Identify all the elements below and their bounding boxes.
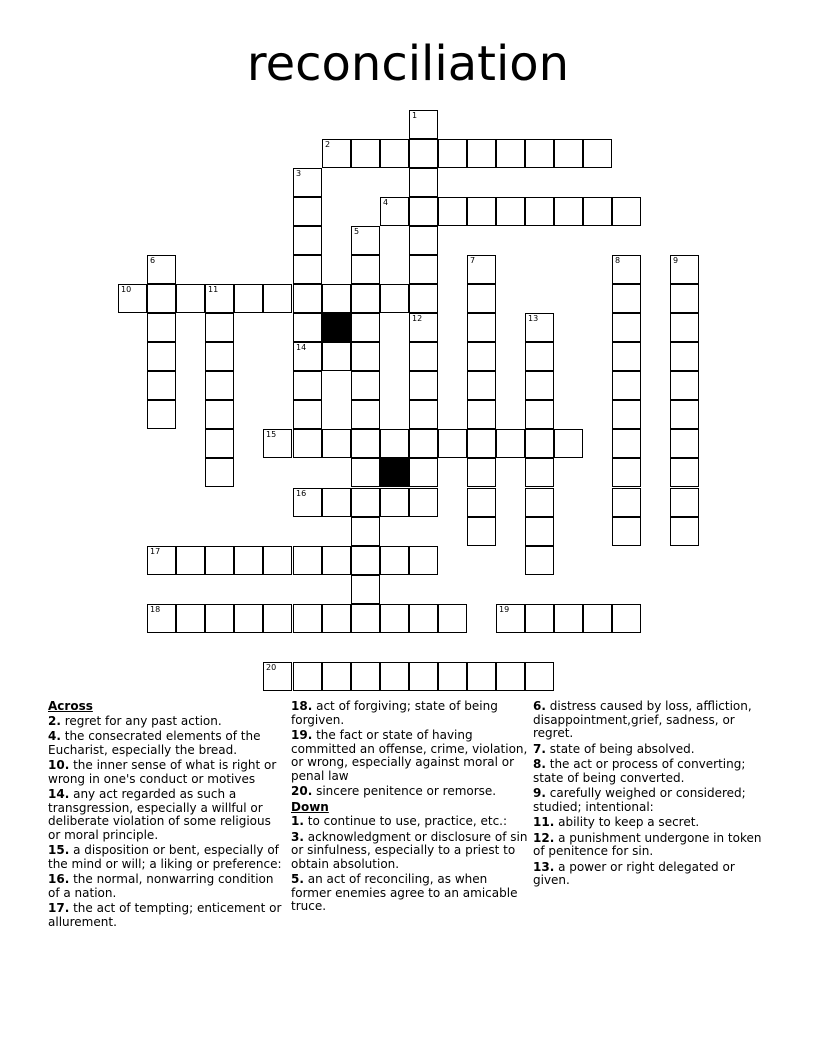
clue-column-1 [48,700,286,931]
grid-cell[interactable] [467,139,496,168]
grid-cell[interactable] [409,604,438,633]
grid-cell[interactable] [205,342,234,371]
clue-down-6: 6. distress caused by loss, affliction, disappointment,grief, sadness, or regret. [533,699,752,740]
grid-cell[interactable] [263,604,292,633]
clue-number: 6 [150,256,156,265]
grid-cell[interactable] [409,458,438,487]
clue-number: 5 [354,227,360,236]
grid-cell[interactable] [409,197,438,226]
clue-number: 13 [528,314,539,323]
grid-cell[interactable] [205,429,234,458]
clue-across-17: 17. the act of tempting; enticement or allurement. [48,901,282,929]
clue-number: 17 [150,547,161,556]
grid-cell[interactable] [409,255,438,284]
grid-cell[interactable] [380,284,409,313]
grid-cell[interactable] [467,313,496,342]
grid-cell[interactable] [670,488,699,517]
grid-cell[interactable] [351,342,380,371]
grid-cell[interactable] [351,284,380,313]
grid-cell[interactable] [351,371,380,400]
clue-down-11: 11. ability to keep a secret. [533,815,700,829]
grid-cell[interactable] [670,313,699,342]
clue-number: 8 [615,256,621,265]
grid-cell[interactable] [322,284,351,313]
clue-across-20: 20. sincere penitence or remorse. [291,784,497,798]
clue-down-1: 1. to continue to use, practice, etc.: [291,814,508,828]
clue-across-15: 15. a disposition or bent, especially of the mind or will; a liking or preference: [48,843,282,871]
grid-cell[interactable] [409,226,438,255]
grid-cell[interactable] [351,575,380,604]
grid-cell[interactable] [293,604,322,633]
grid-cell[interactable] [293,546,322,575]
grid-cell[interactable] [496,429,525,458]
clue-down-13: 13. a power or right delegated or given. [533,859,735,887]
grid-cell[interactable] [351,458,380,487]
grid-cell[interactable] [525,313,554,342]
grid-cell[interactable] [409,429,438,458]
grid-cell[interactable] [525,139,554,168]
grid-cell[interactable] [147,284,176,313]
clue-number: 2 [325,140,331,149]
grid-cell[interactable] [467,662,496,691]
grid-cell[interactable] [409,168,438,197]
clue-number: 12 [412,314,423,323]
grid-cell[interactable] [612,458,641,487]
grid-cell[interactable] [263,546,292,575]
grid-cell[interactable] [380,429,409,458]
grid-cell[interactable] [525,197,554,226]
grid-cell[interactable] [322,429,351,458]
grid-cell[interactable] [322,546,351,575]
grid-cell[interactable] [351,400,380,429]
grid-cell[interactable] [293,371,322,400]
grid-cell[interactable] [612,400,641,429]
grid-cell[interactable] [380,662,409,691]
clue-column-3 [533,700,771,890]
grid-cell[interactable] [409,313,438,342]
grid-cell[interactable] [322,488,351,517]
grid-cell[interactable] [409,488,438,517]
grid-cell[interactable] [147,371,176,400]
grid-cell[interactable] [612,429,641,458]
clue-number: 15 [266,430,277,439]
grid-cell[interactable] [409,546,438,575]
grid-cell[interactable] [351,429,380,458]
grid-cell[interactable] [554,604,583,633]
grid-cell[interactable] [525,458,554,487]
down-heading: Down [291,799,329,814]
grid-cell[interactable] [612,313,641,342]
grid-cell[interactable] [263,429,292,458]
grid-cell[interactable] [409,400,438,429]
grid-cell[interactable] [612,197,641,226]
grid-cell[interactable] [234,604,263,633]
grid-cell[interactable] [467,284,496,313]
grid-cell[interactable] [176,546,205,575]
puzzle-title: reconciliation [246,36,570,92]
grid-cell[interactable] [380,197,409,226]
grid-cell[interactable] [670,284,699,313]
grid-cell[interactable] [670,371,699,400]
clue-across-2: 2. regret for any past action. [48,713,222,728]
grid-cell[interactable] [293,400,322,429]
grid-cell[interactable] [293,197,322,226]
grid-cell[interactable] [612,604,641,633]
clue-number: 18 [150,605,161,614]
clue-across-16: 16. the normal, nonwarring condition of a nation. [48,872,274,900]
grid-cell[interactable] [409,662,438,691]
clue-down-5: 5. an act of reconciling, as when former enemies agree to an amicable truce. [291,872,518,913]
grid-cell[interactable] [583,197,612,226]
grid-cell[interactable] [554,429,583,458]
grid-cell[interactable] [409,371,438,400]
grid-cell[interactable] [147,546,176,575]
grid-cell[interactable] [176,604,205,633]
grid-cell[interactable] [525,400,554,429]
grid-cell[interactable] [554,197,583,226]
grid-cell[interactable] [525,371,554,400]
grid-cell[interactable] [467,400,496,429]
grid-cell[interactable] [234,284,263,313]
grid-cell[interactable] [583,604,612,633]
grid-cell[interactable] [205,313,234,342]
grid-cell[interactable] [467,488,496,517]
grid-cell[interactable] [496,662,525,691]
grid-cell[interactable] [380,546,409,575]
grid-cell[interactable] [351,313,380,342]
grid-cell[interactable] [438,139,467,168]
grid-cell[interactable] [322,662,351,691]
grid-cell[interactable] [467,255,496,284]
grid-cell[interactable] [263,662,292,691]
grid-cell[interactable] [496,139,525,168]
grid-cell[interactable] [322,604,351,633]
grid-cell[interactable] [409,342,438,371]
clue-number: 20 [266,663,277,672]
grid-cell[interactable] [205,546,234,575]
grid-cell[interactable] [293,284,322,313]
clue-down-12: 12. a punishment undergone in token of penitence for sin. [533,830,762,858]
grid-cell[interactable] [583,139,612,168]
grid-cell[interactable] [612,488,641,517]
grid-cell[interactable] [438,429,467,458]
grid-cell[interactable] [322,342,351,371]
grid-cell[interactable] [293,313,322,342]
grid-cell[interactable] [293,488,322,517]
grid-cell[interactable] [205,400,234,429]
grid-cell[interactable] [322,139,351,168]
grid-cell[interactable] [525,517,554,546]
grid-cell[interactable] [670,400,699,429]
grid-cell[interactable] [670,342,699,371]
clue-across-19: 19. the fact or state of having committed an offense, crime, violation, or wrong, especially against moral or penal law [291,728,528,783]
clue-number: 11 [208,285,219,294]
grid-cell[interactable] [205,371,234,400]
grid-cell[interactable] [525,604,554,633]
grid-cell[interactable] [118,284,147,313]
grid-cell[interactable] [351,517,380,546]
grid-cell[interactable] [409,284,438,313]
grid-cell[interactable] [467,458,496,487]
grid-cell[interactable] [670,255,699,284]
clue-down-7: 7. state of being absolved. [533,741,695,756]
clue-number: 9 [673,256,679,265]
grid-cell[interactable] [612,255,641,284]
grid-cell[interactable] [612,342,641,371]
grid-cell[interactable] [176,284,205,313]
grid-cell[interactable] [438,604,467,633]
black-square [380,458,409,487]
clue-across-14: 14. any act regarded as such a transgression, especially a willful or deliberate violation of some religious or moral principle. [48,787,271,842]
grid-cell[interactable] [467,429,496,458]
clue-across-10: 10. the inner sense of what is right or wrong in one's conduct or motives [48,758,277,786]
grid-cell[interactable] [467,342,496,371]
grid-cell[interactable] [438,662,467,691]
clue-number: 19 [499,605,510,614]
grid-cell[interactable] [409,110,438,139]
grid-cell[interactable] [380,604,409,633]
grid-cell[interactable] [525,488,554,517]
grid-cell[interactable] [380,488,409,517]
grid-cell[interactable] [525,546,554,575]
grid-cell[interactable] [467,371,496,400]
grid-cell[interactable] [438,197,467,226]
grid-cell[interactable] [612,371,641,400]
across-heading: Across [48,699,93,713]
clue-column-2 [291,700,529,916]
grid-cell[interactable] [147,342,176,371]
grid-cell[interactable] [351,662,380,691]
clue-number: 16 [296,489,307,498]
grid-cell[interactable] [670,429,699,458]
grid-cell[interactable] [205,604,234,633]
grid-cell[interactable] [612,517,641,546]
grid-cell[interactable] [670,517,699,546]
grid-cell[interactable] [293,662,322,691]
grid-cell[interactable] [147,255,176,284]
clue-number: 1 [412,111,418,120]
grid-cell[interactable] [205,458,234,487]
grid-cell[interactable] [467,197,496,226]
grid-cell[interactable] [496,197,525,226]
grid-cell[interactable] [351,226,380,255]
grid-cell[interactable] [293,226,322,255]
clue-number: 10 [121,285,132,294]
grid-cell[interactable] [554,139,583,168]
grid-cell[interactable] [525,342,554,371]
grid-cell[interactable] [409,139,438,168]
grid-cell[interactable] [293,342,322,371]
grid-cell[interactable] [293,429,322,458]
grid-cell[interactable] [263,284,292,313]
grid-cell[interactable] [351,488,380,517]
grid-cell[interactable] [147,313,176,342]
grid-cell[interactable] [467,517,496,546]
grid-cell[interactable] [525,662,554,691]
grid-cell[interactable] [351,604,380,633]
clue-number: 4 [383,198,389,207]
grid-cell[interactable] [293,168,322,197]
clue-down-3: 3. acknowledgment or disclosure of sin or sinfulness, especially to a priest to obtain absolution. [291,829,528,871]
grid-cell[interactable] [147,604,176,633]
clue-number: 7 [470,256,476,265]
grid-cell[interactable] [234,546,263,575]
grid-cell[interactable] [380,139,409,168]
clue-number: 14 [296,343,307,352]
clue-down-9: 9. carefully weighed or considered; studied; intentional: [533,786,746,814]
across-clues-a [48,715,286,930]
black-square [322,313,351,342]
clue-down-8: 8. the act or process of converting; state of being converted. [533,757,746,785]
grid-cell[interactable] [205,284,234,313]
grid-cell[interactable] [351,139,380,168]
grid-cell[interactable] [351,255,380,284]
grid-cell[interactable] [525,429,554,458]
grid-cell[interactable] [293,255,322,284]
clue-across-4: 4. the consecrated elements of the Eucharist, especially the bread. [48,729,261,757]
grid-cell[interactable] [670,458,699,487]
clue-across-18: 18. act of forgiving; state of being forgiven. [291,699,498,727]
grid-cell[interactable] [496,604,525,633]
clue-number: 3 [296,169,302,178]
grid-cell[interactable] [351,546,380,575]
grid-cell[interactable] [147,400,176,429]
grid-cell[interactable] [612,284,641,313]
